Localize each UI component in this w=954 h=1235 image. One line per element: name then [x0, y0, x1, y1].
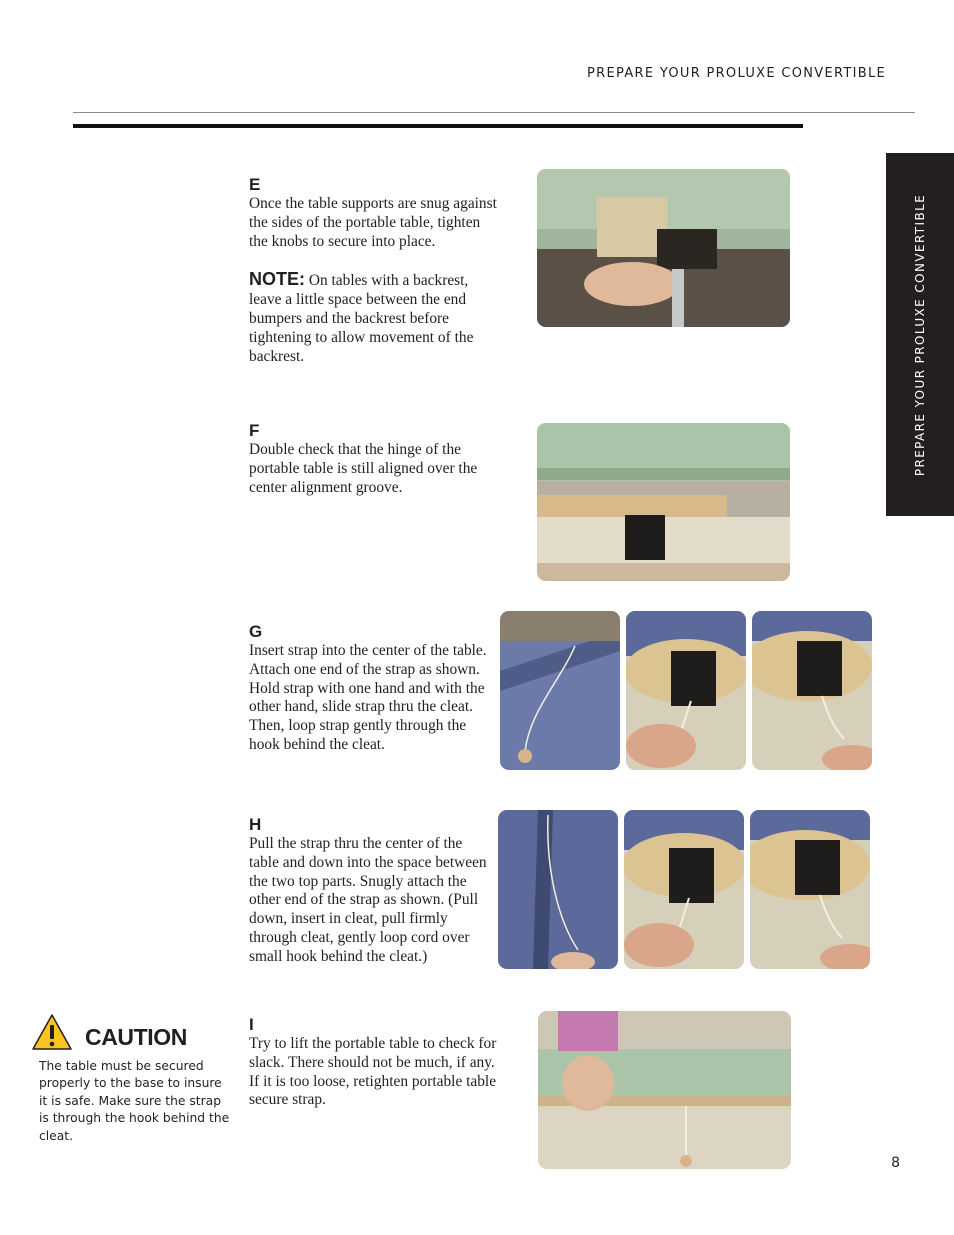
- step-i-text: Try to lift the portable table to check for slack. There should not be much, if any. If it is too loose, retighten portable table secure strap.: [249, 1035, 497, 1109]
- section-side-tab: [886, 153, 954, 516]
- photo-step-i: [538, 1011, 791, 1169]
- step-f-letter: F: [249, 421, 260, 440]
- note-label: NOTE:: [249, 269, 305, 290]
- step-e: [249, 175, 499, 366]
- step-g-letter: G: [249, 622, 263, 641]
- photo-step-h-1: [498, 810, 618, 969]
- photo-step-h-3: [750, 810, 870, 969]
- note-text: On tables with a backrest, leave a little space between the end bumpers and the backrest before tightening to allow movement of the backrest.: [249, 272, 474, 365]
- step-f: [249, 421, 499, 497]
- running-header: PREPARE YOUR PROLUXE CONVERTIBLE: [587, 66, 886, 81]
- step-g-text: Insert strap into the center of the table. Attach one end of the strap as shown. Hold strap with one hand and with the other hand, slide strap thru the cleat. Then, loop strap gently through the hook behind the cleat.: [249, 642, 487, 753]
- side-tab-label: PREPARE YOUR PROLUXE CONVERTIBLE: [913, 193, 927, 476]
- step-h-letter: H: [249, 815, 262, 834]
- step-i-letter: I: [249, 1015, 254, 1034]
- photo-step-f: [537, 423, 790, 581]
- page-number: 8: [891, 1155, 900, 1171]
- step-i: [249, 1015, 499, 1110]
- step-h-text: Pull the strap thru the center of the table and down into the space between the two top parts. Snugly attach the other end of the strap as shown. (Pull down, insert in cleat, pull firmly through cleat, gently loop cord over small hook behind the cleat.): [249, 835, 487, 965]
- photo-step-h-2: [624, 810, 744, 969]
- header-rule-thick: [73, 124, 803, 128]
- step-h: [249, 815, 489, 967]
- photo-step-g-2: [626, 611, 746, 770]
- step-e-letter: E: [249, 175, 261, 194]
- step-e-note: [249, 270, 499, 366]
- caution-icon: [31, 1013, 73, 1051]
- header-rule-thin: [73, 112, 915, 113]
- step-f-text: Double check that the hinge of the portable table is still aligned over the center alignment groove.: [249, 441, 478, 496]
- photo-step-g-1: [500, 611, 620, 770]
- step-e-text: Once the table supports are snug against the sides of the portable table, tighten the knobs to secure into place.: [249, 195, 497, 250]
- caution-title: CAUTION: [85, 1024, 187, 1050]
- caution-text: The table must be secured properly to the base to insure it is safe. Make sure the strap is through the hook behind the cleat.: [39, 1059, 230, 1143]
- step-g: [249, 622, 489, 755]
- photo-step-g-3: [752, 611, 872, 770]
- photo-step-e: [537, 169, 790, 327]
